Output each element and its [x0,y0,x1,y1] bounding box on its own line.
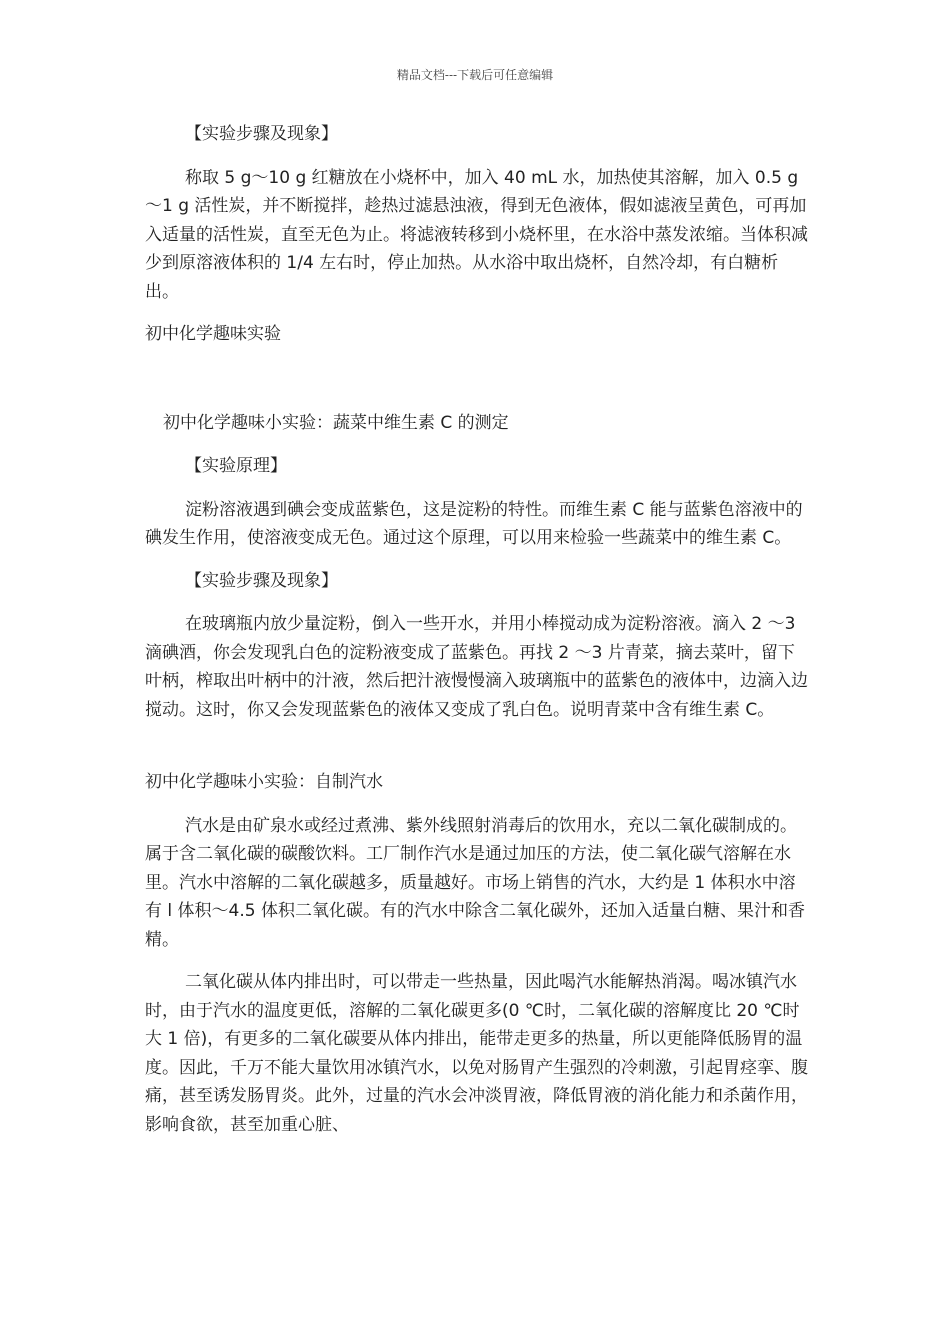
section3-paragraph-2: 二氧化碳从体内排出时，可以带走一些热量，因此喝汽水能解热消渴。喝冰镇汽水时，由于汽水的温度更低，溶解的二氧化碳更多(0 ℃时，二氧化碳的溶解度比 20 ℃时大 1 倍)，有更多的二氧化碳要从体内排出，能带走更多的热量，所以更能降低肠胃的温度。因此，千万不能大量饮用冰镇汽水，以免对肠胃产生强烈的冷刺激，引起胃痉挛、腹痛，甚至诱发肠胃炎。此外，过量的汽水会冲淡胃液，降低胃液的消化能力和杀菌作用，影响食欲，甚至加重心脏、 [145,972,808,1135]
section2-principle-heading: 【实验原理】 [185,456,287,476]
document-body [145,120,810,1153]
section3-paragraph-1: 汽水是由矿泉水或经过煮沸、紫外线照射消毒后的饮用水，充以二氧化碳制成的。属于含二氧化碳的碳酸饮料。工厂制作汽水是通过加压的方法，使二氧化碳气溶解在水里。汽水中溶解的二氧化碳越多，质量越好。市场上销售的汽水，大约是 1 体积水中溶有 l 体积～4.5 体积二氧化碳。有的汽水中除含二氧化碳外，还加入适量白糖、果汁和香精。 [145,815,805,950]
section1-footer-label: 初中化学趣味实验 [145,324,281,344]
section2-title: 初中化学趣味小实验：蔬菜中维生素 C 的测定 [163,412,509,433]
section1-steps-paragraph: 称取 5 g～10 g 红糖放在小烧杯中，加入 40 mL 水，加热使其溶解，加入 0.5 g～1 g 活性炭，并不断搅拌，趁热过滤悬浊液，得到无色液体，假如滤液呈黄色，可再加入适量的活性炭，直至无色为止。将滤液转移到小烧杯里，在水浴中蒸发浓缩。当体积减少到原溶液体积的 1/4 左右时，停止加热。从水浴中取出烧杯，自然冷却，有白糖析出。 [145,167,808,302]
spacer [145,364,810,409]
section1-steps-heading: 【实验步骤及现象】 [185,124,338,144]
spacer [145,738,810,768]
section2-principle-paragraph: 淀粉溶液遇到碘会变成蓝紫色，这是淀粉的特性。而维生素 C 能与蓝紫色溶液中的碘发生作用，使溶液变成无色。通过这个原理，可以用来检验一些蔬菜中的维生素 C。 [145,499,803,548]
section3-title: 初中化学趣味小实验：自制汽水 [145,772,383,792]
section2-steps-heading: 【实验步骤及现象】 [185,570,338,591]
page-header-note: 精品文档---下载后可任意编辑 [396,68,554,82]
section2-steps-paragraph: 在玻璃瓶内放少量淀粉，倒入一些开水，并用小棒搅动成为淀粉溶液。滴入 2 ～3 滴碘酒，你会发现乳白色的淀粉液变成了蓝紫色。再找 2 ～3 片青菜，摘去菜叶，留下叶柄，榨取出叶柄中的汁液，然后把汁液慢慢滴入玻璃瓶中的蓝紫色的液体中，边滴入边搅动。这时，你又会发现蓝紫色的液体又变成了乳白色。说明青菜中含有维生素 C。 [145,614,808,720]
